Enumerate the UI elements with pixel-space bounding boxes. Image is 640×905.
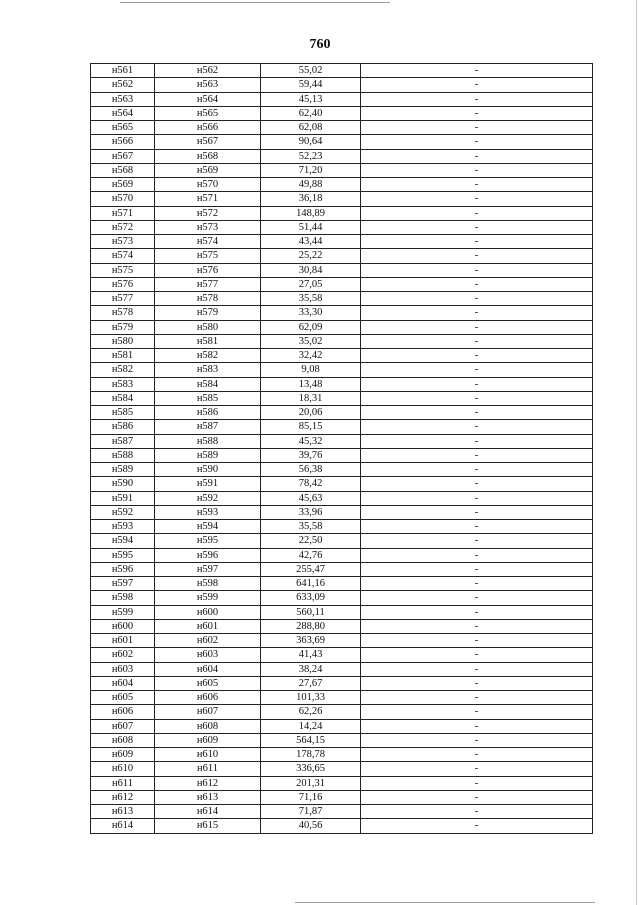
note-cell: - <box>361 277 593 291</box>
length-cell: 45,63 <box>261 491 361 505</box>
length-cell: 178,78 <box>261 748 361 762</box>
from-point-cell: н578 <box>91 306 155 320</box>
to-point-cell: н589 <box>155 448 261 462</box>
to-point-cell: н571 <box>155 192 261 206</box>
from-point-cell: н599 <box>91 605 155 619</box>
table-row <box>91 762 593 776</box>
to-point-cell: н591 <box>155 477 261 491</box>
page-number: 760 <box>309 37 331 52</box>
table-row <box>91 819 593 833</box>
to-point-cell: н594 <box>155 520 261 534</box>
from-point-cell: н604 <box>91 676 155 690</box>
from-point-cell: н601 <box>91 634 155 648</box>
note-cell: - <box>361 64 593 78</box>
table-row <box>91 192 593 206</box>
to-point-cell: н612 <box>155 776 261 790</box>
note-cell: - <box>361 135 593 149</box>
length-cell: 336,65 <box>261 762 361 776</box>
table-row <box>91 805 593 819</box>
from-point-cell: н571 <box>91 206 155 220</box>
from-point-cell: н577 <box>91 292 155 306</box>
from-point-cell: н608 <box>91 733 155 747</box>
table-body <box>91 64 593 834</box>
table-row <box>91 705 593 719</box>
from-point-cell: н583 <box>91 377 155 391</box>
to-point-cell: н596 <box>155 548 261 562</box>
table-row <box>91 178 593 192</box>
length-cell: 62,08 <box>261 121 361 135</box>
to-point-cell: н583 <box>155 363 261 377</box>
table-row <box>91 292 593 306</box>
from-point-cell: н593 <box>91 520 155 534</box>
to-point-cell: н610 <box>155 748 261 762</box>
note-cell: - <box>361 163 593 177</box>
table-row <box>91 220 593 234</box>
table-row <box>91 577 593 591</box>
from-point-cell: н591 <box>91 491 155 505</box>
to-point-cell: н575 <box>155 249 261 263</box>
table-row <box>91 534 593 548</box>
to-point-cell: н614 <box>155 805 261 819</box>
from-point-cell: н607 <box>91 719 155 733</box>
length-cell: 560,11 <box>261 605 361 619</box>
length-cell: 41,43 <box>261 648 361 662</box>
note-cell: - <box>361 249 593 263</box>
length-cell: 18,31 <box>261 391 361 405</box>
from-point-cell: н572 <box>91 220 155 234</box>
table-row <box>91 448 593 462</box>
to-point-cell: н577 <box>155 277 261 291</box>
note-cell: - <box>361 235 593 249</box>
table-row <box>91 406 593 420</box>
from-point-cell: н580 <box>91 334 155 348</box>
from-point-cell: н602 <box>91 648 155 662</box>
to-point-cell: н590 <box>155 463 261 477</box>
to-point-cell: н595 <box>155 534 261 548</box>
from-point-cell: н569 <box>91 178 155 192</box>
from-point-cell: н584 <box>91 391 155 405</box>
length-cell: 288,80 <box>261 619 361 633</box>
note-cell: - <box>361 263 593 277</box>
length-cell: 55,02 <box>261 64 361 78</box>
table-row <box>91 121 593 135</box>
from-point-cell: н566 <box>91 135 155 149</box>
table-row <box>91 434 593 448</box>
note-cell: - <box>361 762 593 776</box>
to-point-cell: н567 <box>155 135 261 149</box>
from-point-cell: н562 <box>91 78 155 92</box>
length-cell: 38,24 <box>261 662 361 676</box>
table-row <box>91 491 593 505</box>
from-point-cell: н576 <box>91 277 155 291</box>
note-cell: - <box>361 605 593 619</box>
table-row <box>91 634 593 648</box>
to-point-cell: н574 <box>155 235 261 249</box>
length-cell: 40,56 <box>261 819 361 833</box>
table-row <box>91 163 593 177</box>
length-cell: 78,42 <box>261 477 361 491</box>
note-cell: - <box>361 619 593 633</box>
to-point-cell: н566 <box>155 121 261 135</box>
length-cell: 36,18 <box>261 192 361 206</box>
length-cell: 363,69 <box>261 634 361 648</box>
table-row <box>91 78 593 92</box>
table-row <box>91 662 593 676</box>
length-cell: 35,58 <box>261 520 361 534</box>
note-cell: - <box>361 377 593 391</box>
note-cell: - <box>361 548 593 562</box>
to-point-cell: н605 <box>155 676 261 690</box>
note-cell: - <box>361 106 593 120</box>
from-point-cell: н592 <box>91 505 155 519</box>
length-cell: 35,02 <box>261 334 361 348</box>
from-point-cell: н561 <box>91 64 155 78</box>
note-cell: - <box>361 434 593 448</box>
note-cell: - <box>361 121 593 135</box>
length-cell: 52,23 <box>261 149 361 163</box>
to-point-cell: н579 <box>155 306 261 320</box>
scan-artifact-right-edge <box>636 0 637 905</box>
to-point-cell: н569 <box>155 163 261 177</box>
boundary-segments-table <box>90 63 593 834</box>
table-row <box>91 334 593 348</box>
from-point-cell: н606 <box>91 705 155 719</box>
table-row <box>91 64 593 78</box>
table-row <box>91 92 593 106</box>
from-point-cell: н587 <box>91 434 155 448</box>
note-cell: - <box>361 406 593 420</box>
table-row <box>91 363 593 377</box>
length-cell: 13,48 <box>261 377 361 391</box>
to-point-cell: н584 <box>155 377 261 391</box>
note-cell: - <box>361 306 593 320</box>
length-cell: 255,47 <box>261 562 361 576</box>
to-point-cell: н602 <box>155 634 261 648</box>
to-point-cell: н588 <box>155 434 261 448</box>
length-cell: 641,16 <box>261 577 361 591</box>
from-point-cell: н597 <box>91 577 155 591</box>
to-point-cell: н593 <box>155 505 261 519</box>
length-cell: 35,58 <box>261 292 361 306</box>
from-point-cell: н598 <box>91 591 155 605</box>
note-cell: - <box>361 819 593 833</box>
to-point-cell: н599 <box>155 591 261 605</box>
table-row <box>91 106 593 120</box>
note-cell: - <box>361 662 593 676</box>
length-cell: 51,44 <box>261 220 361 234</box>
table-row <box>91 733 593 747</box>
from-point-cell: н582 <box>91 363 155 377</box>
note-cell: - <box>361 591 593 605</box>
from-point-cell: н579 <box>91 320 155 334</box>
length-cell: 33,96 <box>261 505 361 519</box>
scan-artifact-bottom-line <box>295 902 595 903</box>
length-cell: 30,84 <box>261 263 361 277</box>
length-cell: 49,88 <box>261 178 361 192</box>
note-cell: - <box>361 448 593 462</box>
table-row <box>91 790 593 804</box>
length-cell: 9,08 <box>261 363 361 377</box>
from-point-cell: н570 <box>91 192 155 206</box>
note-cell: - <box>361 505 593 519</box>
from-point-cell: н588 <box>91 448 155 462</box>
to-point-cell: н565 <box>155 106 261 120</box>
note-cell: - <box>361 477 593 491</box>
table-row <box>91 619 593 633</box>
from-point-cell: н564 <box>91 106 155 120</box>
from-point-cell: н594 <box>91 534 155 548</box>
to-point-cell: н568 <box>155 149 261 163</box>
from-point-cell: н614 <box>91 819 155 833</box>
note-cell: - <box>361 520 593 534</box>
table-row <box>91 391 593 405</box>
length-cell: 45,32 <box>261 434 361 448</box>
to-point-cell: н573 <box>155 220 261 234</box>
to-point-cell: н609 <box>155 733 261 747</box>
from-point-cell: н563 <box>91 92 155 106</box>
from-point-cell: н565 <box>91 121 155 135</box>
length-cell: 43,44 <box>261 235 361 249</box>
to-point-cell: н607 <box>155 705 261 719</box>
table-row <box>91 648 593 662</box>
note-cell: - <box>361 192 593 206</box>
table-row <box>91 748 593 762</box>
length-cell: 59,44 <box>261 78 361 92</box>
table-row <box>91 306 593 320</box>
length-cell: 62,09 <box>261 320 361 334</box>
table-row <box>91 349 593 363</box>
to-point-cell: н606 <box>155 691 261 705</box>
to-point-cell: н611 <box>155 762 261 776</box>
table-row <box>91 235 593 249</box>
length-cell: 45,13 <box>261 92 361 106</box>
to-point-cell: н564 <box>155 92 261 106</box>
from-point-cell: н596 <box>91 562 155 576</box>
from-point-cell: н585 <box>91 406 155 420</box>
length-cell: 32,42 <box>261 349 361 363</box>
table-row <box>91 776 593 790</box>
table-row <box>91 420 593 434</box>
to-point-cell: н598 <box>155 577 261 591</box>
table-row <box>91 135 593 149</box>
note-cell: - <box>361 349 593 363</box>
length-cell: 27,67 <box>261 676 361 690</box>
table-row <box>91 206 593 220</box>
note-cell: - <box>361 206 593 220</box>
note-cell: - <box>361 149 593 163</box>
from-point-cell: н609 <box>91 748 155 762</box>
length-cell: 71,16 <box>261 790 361 804</box>
note-cell: - <box>361 705 593 719</box>
note-cell: - <box>361 534 593 548</box>
length-cell: 148,89 <box>261 206 361 220</box>
note-cell: - <box>361 634 593 648</box>
to-point-cell: н613 <box>155 790 261 804</box>
from-point-cell: н595 <box>91 548 155 562</box>
length-cell: 62,40 <box>261 106 361 120</box>
from-point-cell: н575 <box>91 263 155 277</box>
table-row <box>91 520 593 534</box>
table-row <box>91 263 593 277</box>
note-cell: - <box>361 363 593 377</box>
note-cell: - <box>361 391 593 405</box>
length-cell: 20,06 <box>261 406 361 420</box>
from-point-cell: н611 <box>91 776 155 790</box>
to-point-cell: н576 <box>155 263 261 277</box>
table-row <box>91 676 593 690</box>
table-row <box>91 591 593 605</box>
table-row <box>91 463 593 477</box>
table-row <box>91 505 593 519</box>
length-cell: 71,87 <box>261 805 361 819</box>
from-point-cell: н610 <box>91 762 155 776</box>
length-cell: 564,15 <box>261 733 361 747</box>
table-row <box>91 605 593 619</box>
note-cell: - <box>361 776 593 790</box>
note-cell: - <box>361 92 593 106</box>
from-point-cell: н567 <box>91 149 155 163</box>
note-cell: - <box>361 178 593 192</box>
note-cell: - <box>361 220 593 234</box>
from-point-cell: н613 <box>91 805 155 819</box>
length-cell: 101,33 <box>261 691 361 705</box>
to-point-cell: н586 <box>155 406 261 420</box>
length-cell: 201,31 <box>261 776 361 790</box>
note-cell: - <box>361 733 593 747</box>
note-cell: - <box>361 420 593 434</box>
from-point-cell: н586 <box>91 420 155 434</box>
note-cell: - <box>361 676 593 690</box>
note-cell: - <box>361 790 593 804</box>
length-cell: 42,76 <box>261 548 361 562</box>
table-row <box>91 691 593 705</box>
table-row <box>91 377 593 391</box>
to-point-cell: н597 <box>155 562 261 576</box>
note-cell: - <box>361 292 593 306</box>
length-cell: 90,64 <box>261 135 361 149</box>
table-row <box>91 548 593 562</box>
from-point-cell: н612 <box>91 790 155 804</box>
to-point-cell: н601 <box>155 619 261 633</box>
note-cell: - <box>361 78 593 92</box>
to-point-cell: н563 <box>155 78 261 92</box>
length-cell: 62,26 <box>261 705 361 719</box>
table-row <box>91 320 593 334</box>
length-cell: 14,24 <box>261 719 361 733</box>
note-cell: - <box>361 334 593 348</box>
to-point-cell: н600 <box>155 605 261 619</box>
note-cell: - <box>361 562 593 576</box>
from-point-cell: н581 <box>91 349 155 363</box>
length-cell: 633,09 <box>261 591 361 605</box>
to-point-cell: н604 <box>155 662 261 676</box>
from-point-cell: н574 <box>91 249 155 263</box>
from-point-cell: н568 <box>91 163 155 177</box>
to-point-cell: н582 <box>155 349 261 363</box>
note-cell: - <box>361 719 593 733</box>
length-cell: 71,20 <box>261 163 361 177</box>
note-cell: - <box>361 648 593 662</box>
from-point-cell: н605 <box>91 691 155 705</box>
note-cell: - <box>361 320 593 334</box>
to-point-cell: н580 <box>155 320 261 334</box>
to-point-cell: н578 <box>155 292 261 306</box>
length-cell: 33,30 <box>261 306 361 320</box>
to-point-cell: н603 <box>155 648 261 662</box>
note-cell: - <box>361 805 593 819</box>
note-cell: - <box>361 463 593 477</box>
note-cell: - <box>361 491 593 505</box>
from-point-cell: н573 <box>91 235 155 249</box>
to-point-cell: н592 <box>155 491 261 505</box>
from-point-cell: н590 <box>91 477 155 491</box>
to-point-cell: н562 <box>155 64 261 78</box>
note-cell: - <box>361 577 593 591</box>
to-point-cell: н615 <box>155 819 261 833</box>
table-row <box>91 277 593 291</box>
from-point-cell: н600 <box>91 619 155 633</box>
to-point-cell: н581 <box>155 334 261 348</box>
note-cell: - <box>361 748 593 762</box>
length-cell: 27,05 <box>261 277 361 291</box>
to-point-cell: н572 <box>155 206 261 220</box>
length-cell: 25,22 <box>261 249 361 263</box>
scan-artifact-top-line <box>120 2 390 3</box>
length-cell: 56,38 <box>261 463 361 477</box>
table-row <box>91 562 593 576</box>
length-cell: 22,50 <box>261 534 361 548</box>
table-row <box>91 719 593 733</box>
table-row <box>91 477 593 491</box>
to-point-cell: н587 <box>155 420 261 434</box>
length-cell: 39,76 <box>261 448 361 462</box>
table-row <box>91 149 593 163</box>
length-cell: 85,15 <box>261 420 361 434</box>
to-point-cell: н608 <box>155 719 261 733</box>
to-point-cell: н570 <box>155 178 261 192</box>
from-point-cell: н603 <box>91 662 155 676</box>
note-cell: - <box>361 691 593 705</box>
from-point-cell: н589 <box>91 463 155 477</box>
table-row <box>91 249 593 263</box>
to-point-cell: н585 <box>155 391 261 405</box>
